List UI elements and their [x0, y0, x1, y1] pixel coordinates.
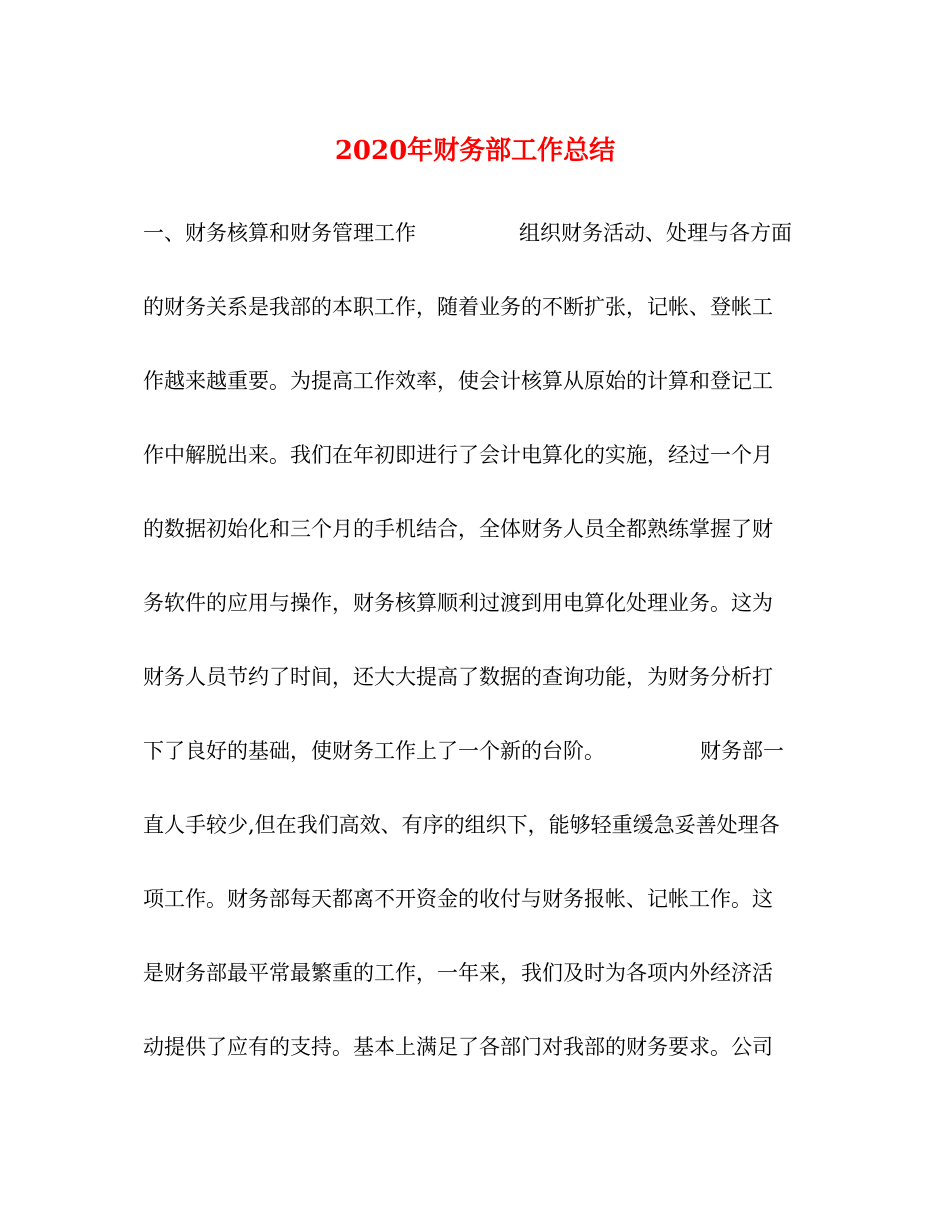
line-text: 作越来越重要。为提高工作效率，使会计核算从原始的计算和登记工 — [143, 369, 773, 393]
document-title: 2020年财务部工作总结 — [334, 136, 616, 166]
line-text: 的财务关系是我部的本职工作，随着业务的不断扩张，记帐、登帐工 — [143, 295, 773, 319]
paragraph-line — [143, 366, 823, 396]
line-text: 直人手较少,但在我们高效、有序的组织下，能够轻重缓急妥善处理各 — [143, 813, 780, 837]
paragraph-line — [143, 810, 823, 840]
line-text: 项工作。财务部每天都离不开资金的收付与财务报帐、记帐工作。这 — [143, 887, 773, 911]
line-text: 下了良好的基础，使财务工作上了一个新的台阶。 — [143, 739, 605, 763]
line-text: 作中解脱出来。我们在年初即进行了会计电算化的实施，经过一个月 — [143, 443, 773, 467]
paragraph-line — [143, 958, 823, 988]
line-text: 组织财务活动、处理与各方面 — [519, 221, 792, 245]
section-heading: 一、财务核算和财务管理工作 — [143, 221, 416, 245]
line-text: 财务部一 — [700, 739, 784, 763]
paragraph-line — [143, 440, 823, 470]
paragraph-line — [143, 588, 823, 618]
line-text: 是财务部最平常最繁重的工作，一年来，我们及时为各项内外经济活 — [143, 961, 773, 985]
paragraph-line — [143, 218, 823, 248]
paragraph-line — [143, 292, 823, 322]
line-text: 务软件的应用与操作，财务核算顺利过渡到用电算化处理业务。这为 — [143, 591, 773, 615]
line-text: 财务人员节约了时间，还大大提高了数据的查询功能，为财务分析打 — [143, 665, 773, 689]
line-text: 的数据初始化和三个月的手机结合，全体财务人员全都熟练掌握了财 — [143, 517, 773, 541]
line-text: 动提供了应有的支持。基本上满足了各部门对我部的财务要求。公司 — [143, 1035, 773, 1059]
paragraph-line — [143, 514, 823, 544]
paragraph-line — [143, 736, 823, 766]
paragraph-line — [143, 884, 823, 914]
paragraph-line — [143, 1032, 823, 1062]
paragraph-line — [143, 662, 823, 692]
